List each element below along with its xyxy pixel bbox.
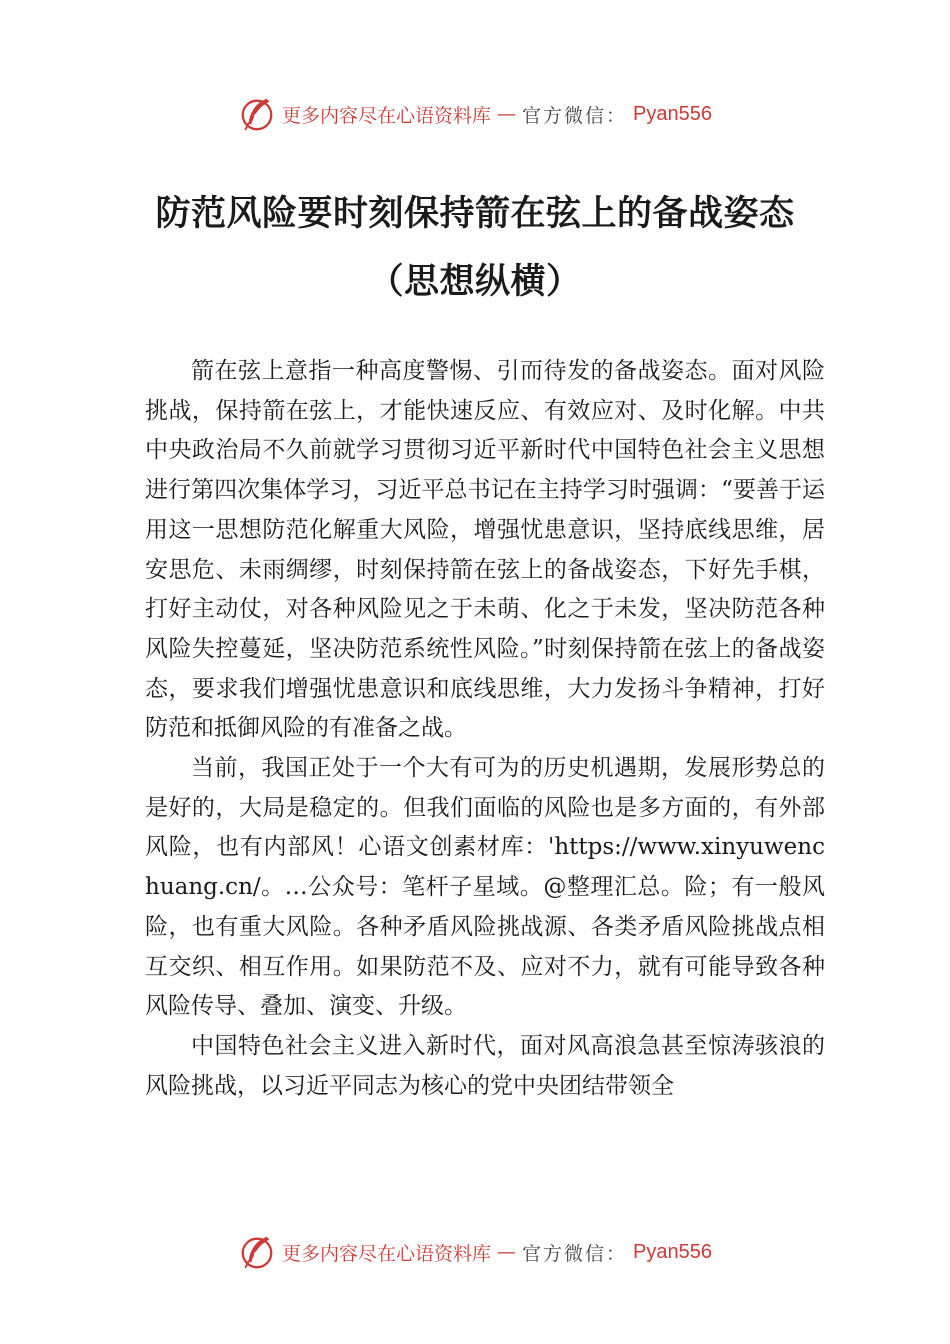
header-banner: [0, 92, 950, 136]
banner-wechat-id: Pyan556: [633, 102, 712, 125]
banner-site-text: 更多内容尽在心语资料库: [282, 104, 492, 127]
banner-wechat-label: 官方微信：: [522, 1242, 628, 1265]
banner-separator: —: [497, 103, 517, 125]
article-paragraph: 箭在弦上意指一种高度警惕、引而待发的备战姿态。面对风险挑战，保持箭在弦上，才能快速反应、有效应对、及时化解。中共中央政治局不久前就学习贯彻习近平新时代中国特色社会主义思想进行第四次集体学习，习近平总书记在主持学习时强调：“要善于运用这一思想防范化解重大风险，增强忧患意识，坚持底线思维，居安思危、未雨绸缪，时刻保持箭在弦上的备战姿态，下好先手棋，打好主动仗，对各种风险见之于未萌、化之于未发，坚决防范各种风险失控蔓延，坚决防范系统性风险。”时刻保持箭在弦上的备战姿态，要求我们增强忧患意识和底线思维，大力发扬斗争精神，打好防范和抵御风险的有准备之战。: [145, 358, 825, 742]
banner-site-text: 更多内容尽在心语资料库: [282, 1242, 492, 1265]
article-subtitle: （思想纵横）: [368, 262, 582, 302]
quill-pen-logo-icon: [238, 95, 276, 133]
article-paragraph: 中国特色社会主义进入新时代，面对风高浪急甚至惊涛骇浪的风险挑战，以习近平同志为核心的党中央团结带领全: [145, 1032, 825, 1099]
banner-separator: —: [497, 1241, 517, 1263]
article-title: 防范风险要时刻保持箭在弦上的备战姿态: [155, 194, 795, 234]
article-body: [145, 352, 825, 1106]
banner-wechat-id: Pyan556: [633, 1240, 712, 1263]
footer-banner: [0, 1230, 950, 1274]
banner-wechat-label: 官方微信：: [522, 104, 628, 127]
quill-pen-logo-icon: [238, 1233, 276, 1271]
article-paragraph: 当前，我国正处于一个大有可为的历史机遇期，发展形势总的是好的，大局是稳定的。但我们面临的风险也是多方面的，有外部风险，也有内部风！心语文创素材库：'https://www.xinyuwenchuang.cn/。…公众号：笔杆子星域。@整理汇总。险；有一般风险，也有重大风险。各种矛盾风险挑战源、各类矛盾风险挑战点相互交织、相互作用。如果防范不及、应对不力，就有可能导致各种风险传导、叠加、演变、升级。: [145, 755, 825, 1020]
